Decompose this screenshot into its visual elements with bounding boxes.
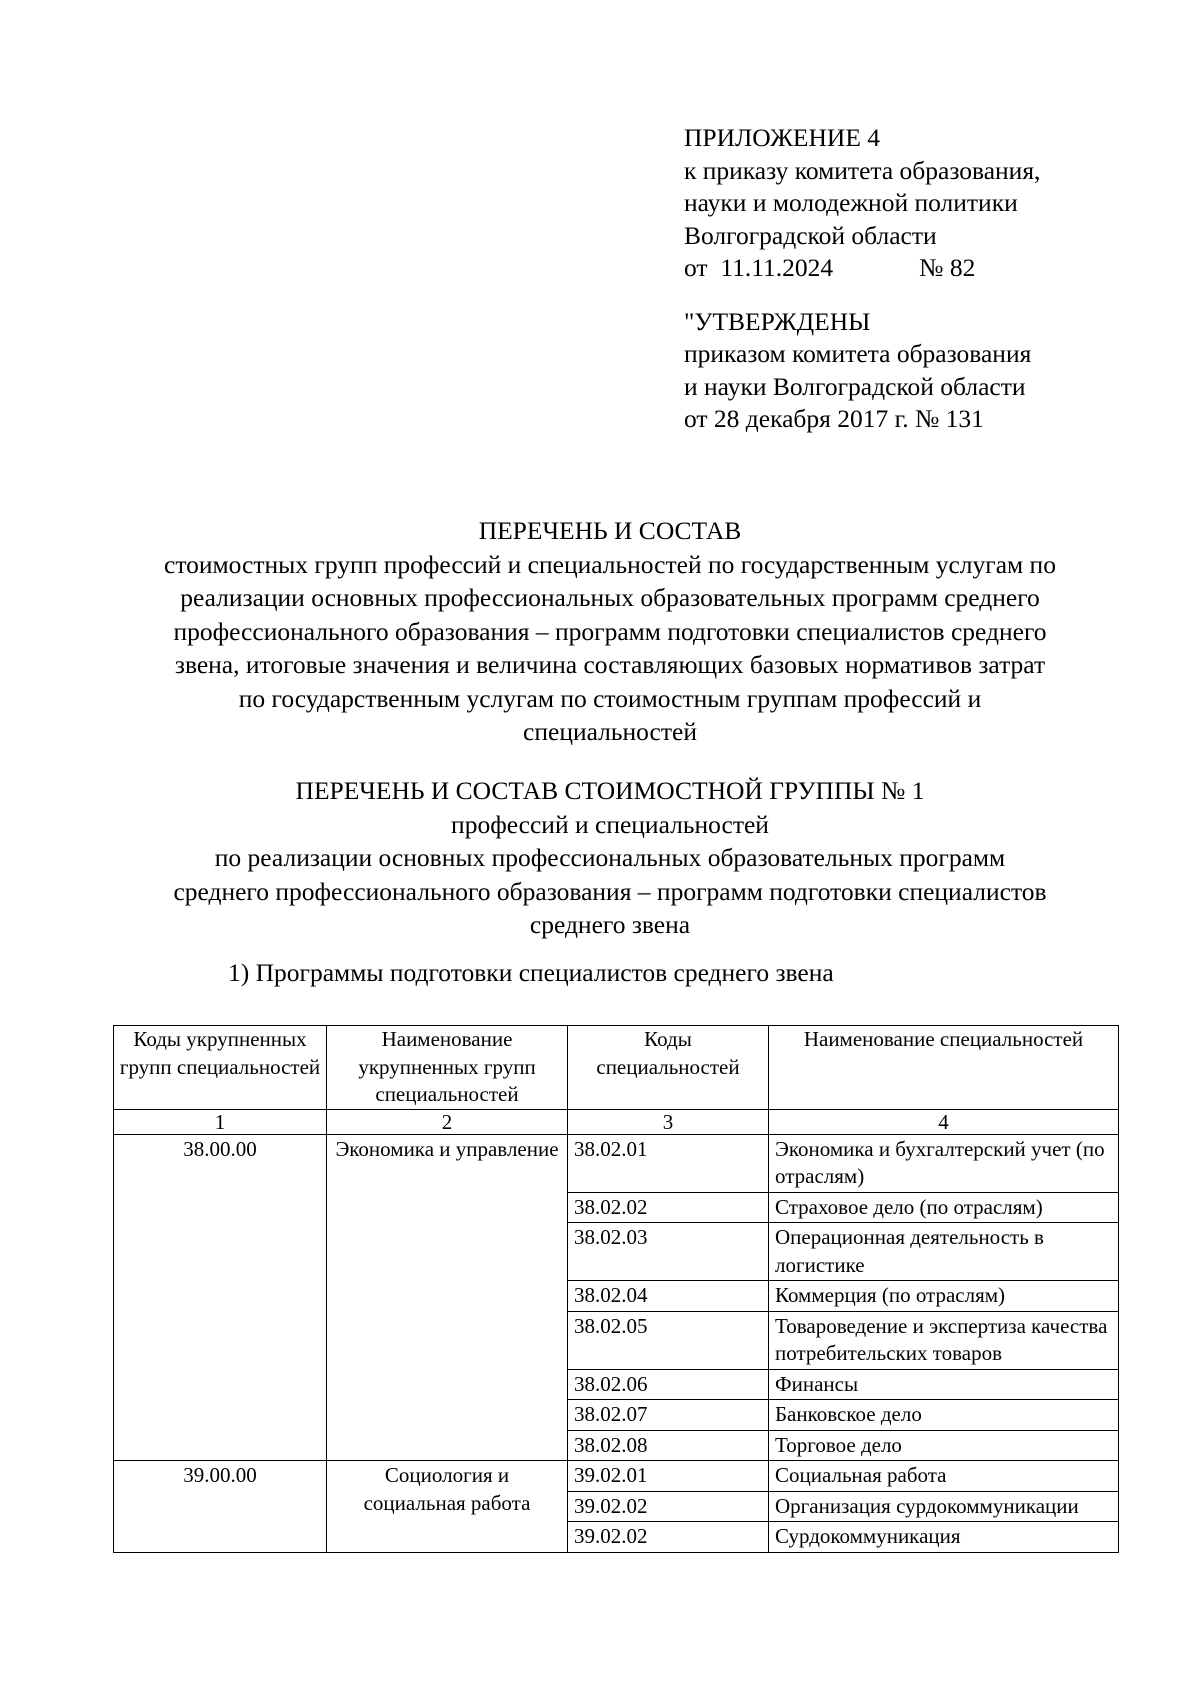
main-title-line: специальностей [523,717,697,746]
approved-line: приказом комитета образования [684,339,1032,368]
specialty-name: Социальная работа [769,1461,1119,1492]
specialties-table [113,1025,1119,1553]
header-group-codes: Коды укрупненных групп специальностей [114,1026,327,1110]
group-title-line: среднего профессионального образования – программ подготовки специалистов [173,876,1047,906]
specialty-code: 38.02.01 [568,1134,769,1192]
group-name: Социология и социальная работа [327,1461,568,1553]
specialty-code: 39.02.02 [568,1491,769,1522]
column-number: 3 [568,1109,769,1134]
header-specialty-names: Наименование специальностей [769,1026,1119,1110]
group-name: Экономика и управление [327,1134,568,1461]
specialty-code: 38.02.06 [568,1369,769,1400]
group-title-line: среднего звена [529,910,691,939]
column-number: 4 [769,1109,1119,1134]
header-specialty-codes: Коды специальностей [568,1026,769,1110]
specialty-code: 38.02.03 [568,1223,769,1281]
appendix-line: науки и молодежной политики [684,188,1018,217]
specialty-name: Экономика и бухгалтерский учет (по отраслям) [769,1134,1119,1192]
main-title-line: реализации основных профессиональных образовательных программ среднего [180,583,1040,612]
specialty-code: 39.02.02 [568,1522,769,1553]
group-title [100,774,1120,942]
specialty-name: Коммерция (по отраслям) [769,1281,1119,1312]
date-prefix: от [684,253,708,282]
specialty-name: Банковское дело [769,1400,1119,1431]
approved-title: "УТВЕРЖДЕНЫ [684,306,871,336]
specialty-code: 38.02.02 [568,1192,769,1223]
main-title [100,514,1120,749]
main-title-line: профессионального образования – программ подготовки специалистов среднего [173,616,1047,646]
group-title-line: ПЕРЕЧЕНЬ И СОСТАВ СТОИМОСТНОЙ ГРУППЫ № 1 [295,776,925,805]
appendix-header [684,122,1164,436]
table-row [114,1461,1119,1492]
specialty-name: Финансы [769,1369,1119,1400]
approved-line: от 28 декабря 2017 г. № 131 [684,404,984,433]
appendix-line: Волгоградской области [684,220,937,250]
specialty-code: 38.02.08 [568,1430,769,1461]
header-group-names: Наименование укрупненных групп специальностей [327,1026,568,1110]
specialty-code: 38.02.07 [568,1400,769,1431]
group-title-line: по реализации основных профессиональных образовательных программ [214,843,1006,872]
order-number: № 82 [919,253,976,282]
specialty-code: 38.02.05 [568,1311,769,1369]
table-header-row [114,1026,1119,1110]
approved-line: и науки Волгоградской области [684,371,1026,401]
table-row [114,1134,1119,1192]
main-title-line: ПЕРЕЧЕНЬ И СОСТАВ [478,516,742,545]
subsection-heading: 1) Программы подготовки специалистов среднего звена [228,958,834,987]
column-number: 2 [327,1109,568,1134]
appendix-title: ПРИЛОЖЕНИЕ 4 [684,123,881,152]
appendix-date-line [684,252,1164,285]
group-title-line: профессий и специальностей [451,809,769,839]
main-title-line: по государственным услугам по стоимостным группам профессий и [238,683,982,713]
column-number-row [114,1109,1119,1134]
specialty-code: 38.02.04 [568,1281,769,1312]
specialty-name: Страховое дело (по отраслям) [769,1192,1119,1223]
column-number: 1 [114,1109,327,1134]
main-title-line: звена, итоговые значения и величина составляющих базовых нормативов затрат [174,650,1046,679]
specialty-name: Торговое дело [769,1430,1119,1461]
order-date: 11.11.2024 [720,253,834,282]
group-code: 39.00.00 [114,1461,327,1553]
appendix-line: к приказу комитета образования, [684,155,1041,185]
specialty-name: Сурдокоммуникация [769,1522,1119,1553]
specialty-code: 39.02.01 [568,1461,769,1492]
specialty-name: Организация сурдокоммуникации [769,1491,1119,1522]
specialty-name: Операционная деятельность в логистике [769,1223,1119,1281]
main-title-line: стоимостных групп профессий и специальностей по государственным услугам по [164,549,1056,579]
group-code: 38.00.00 [114,1134,327,1461]
specialty-name: Товароведение и экспертиза качества потребительских товаров [769,1311,1119,1369]
